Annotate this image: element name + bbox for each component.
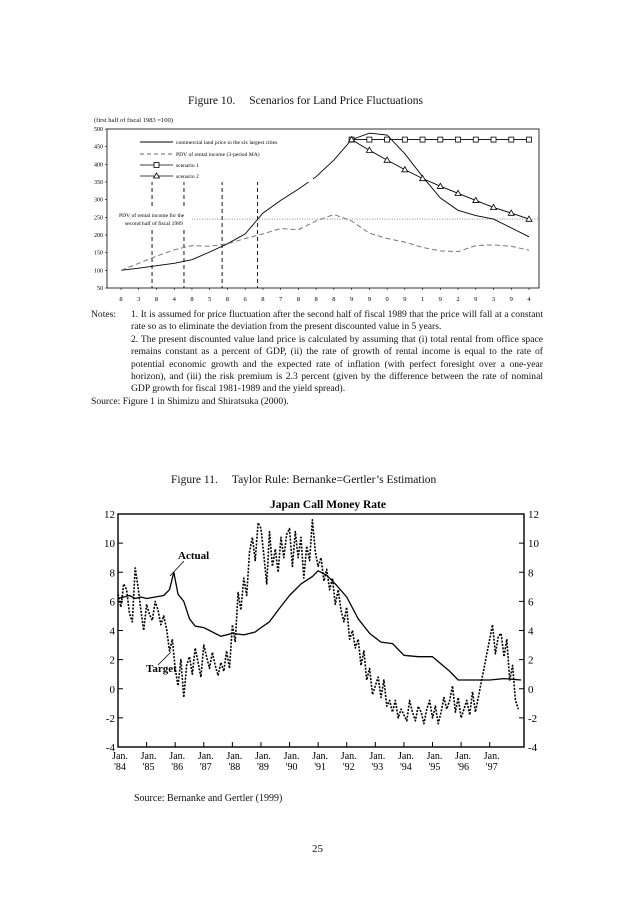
pdv-annotation-line1: PDV of rental income for the [119,213,185,219]
y-tick-label: 300 [94,197,103,204]
x-tick-label: 8 [119,296,123,303]
x-tick-label: 8 [261,296,265,303]
x-tick-label-year: '97 [485,762,498,773]
x-tick-label-month: Jan. [397,751,414,762]
scenario2-point [402,167,408,172]
y-tick-label: 500 [94,127,103,133]
y-tick-label: 450 [94,144,103,151]
scenario1-point [509,137,514,142]
x-tick-label: 9 [367,296,371,303]
x-tick-label-month: Jan. [255,751,271,762]
x-tick-label: 8 [314,296,318,303]
x-tick-label-month: Jan. [340,751,357,762]
x-tick-label: 9 [438,296,442,303]
x-tick-label: 9 [349,296,354,303]
scenario1-point [456,137,461,142]
legend-label-land-price: commercial land price in the six largest cities [176,140,278,146]
figure10-number: Figure 10. [188,95,236,107]
x-tick-label: 8 [225,296,230,303]
scenario1-point [367,137,372,142]
x-tick-label: 7 [279,296,283,303]
x-tick-label: 6 [243,296,247,303]
x-tick-label: 8 [154,296,159,303]
y-tick-label-right: -2 [528,712,538,725]
y-tick-label-left: 10 [104,538,115,551]
y-tick-label-right: -4 [528,742,538,754]
y-tick-label: 200 [94,233,103,239]
actual-label-pointer [170,561,184,576]
x-tick-label-month: Jan. [483,751,500,762]
scenario2-point [420,175,426,180]
x-tick-label: 4 [172,296,176,303]
y-tick-label-left: 2 [109,654,115,667]
x-tick-label-month: Jan. [426,751,443,762]
x-tick-label-month: Jan. [455,751,472,762]
figure10-notes [91,309,543,408]
x-tick-label-month: Jan. [369,751,386,762]
x-tick-label-year: '96 [457,762,470,773]
x-tick-label-year: '88 [228,762,241,773]
y-tick-label: 400 [94,162,103,169]
scenario1-point [438,137,443,142]
series-actual-line [118,571,521,680]
square-marker-icon [154,163,159,168]
y-tick-label-left: 6 [109,596,115,609]
x-tick-label-month: Jan. [283,751,300,762]
x-tick-label-month: Jan. [169,751,186,762]
y-tick-label: 150 [94,250,103,257]
y-tick-label: 50 [97,286,103,292]
series-line-4 [352,140,529,220]
legend-label-scenario1: scenario 1 [176,163,199,169]
figure11-source: Source: Bernanke and Gertler (1999) [134,793,283,804]
note-2: 2. The present discounted value land price is calculated by assuming that (i) total rental from office space remains constant as a percent of GDP, (ii) the rate of growth of rental income is equal to the rate of potential economic growth and the expected rate of inflation (with perfect foresight over a one-year horizon), and (iii) the risk premium is 2.3 percent (given by the difference between the rate of nominal GDP growth for fiscal 1981-1989 and the yield spread). [131,333,543,395]
legend-label-pdv: PDV of rental income (3-period MA) [176,152,260,158]
figure10-title [188,95,423,107]
x-tick-label-year: '86 [171,762,184,773]
legend-label-scenario2: scenario 2 [176,174,199,180]
y-tick-label-left: 0 [109,683,115,696]
scenario1-point [420,137,425,142]
figure10-chart [88,123,544,306]
y-tick-label-left: 12 [104,509,115,521]
figure11-title-text: Taylor Rule: Bernanke=Gertler’s Estimation [231,474,437,486]
x-tick-label-year: '95 [428,762,441,773]
x-tick-label: 0 [385,296,389,303]
y-tick-label: 350 [94,180,103,186]
x-tick-label-year: '91 [314,762,327,773]
actual-series-label: Actual [178,550,210,562]
y-tick-label: 100 [94,268,103,275]
y-tick-label-right: 10 [528,538,539,551]
y-tick-label-right: 4 [528,625,534,638]
figure11-plot-frame [118,514,524,747]
figure11-chart-title: Japan Call Money Rate [270,499,386,511]
figure11-title [171,474,436,486]
figure10-title-text: Scenarios for Land Price Fluctuations [249,95,424,107]
y-tick-label-right: 0 [528,683,534,696]
y-tick-label: 250 [94,215,103,222]
notes-label: Notes: [91,309,117,320]
y-tick-label-right: 2 [528,654,534,667]
x-tick-label: 2 [456,296,460,303]
scenario2-point [384,157,390,162]
y-tick-label-right: 6 [528,596,534,609]
y-tick-label-left: 4 [109,625,115,638]
x-tick-label-year: '89 [257,762,269,773]
y-tick-label-right: 12 [528,509,539,521]
x-tick-label-year: '87 [199,762,212,773]
scenario2-point [366,147,372,152]
x-tick-label: 8 [190,296,194,303]
figure11-chart [98,494,558,786]
scenario2-point [437,183,443,188]
pdv-annotation-line2: second half of fiscal 1989 [125,221,183,227]
x-tick-label: 8 [332,296,336,303]
y-tick-label-left: -2 [105,712,115,725]
x-tick-label: 9 [474,296,478,303]
scenario1-point [402,137,407,142]
figure10-unit-note: (first half of fiscal 1983 =100) [94,117,173,124]
x-tick-label-month: Jan. [112,751,128,762]
x-tick-label: 3 [137,296,141,303]
x-tick-label-month: Jan. [312,751,329,762]
target-series-label: Target [146,663,177,675]
y-tick-label-right: 8 [528,567,534,580]
x-tick-label-year: '85 [142,762,155,773]
note-1: 1. It is assumed for price fluctuation after the second half of fiscal 1989 that the price will fall at a constant rate so as to eliminate the deviation from the present discounted value in 5 years. [131,309,543,333]
x-tick-label-month: Jan. [140,751,157,762]
scenario1-point [385,137,390,142]
scenario1-point [491,137,496,142]
x-tick-label-month: Jan. [226,751,243,762]
figure10-legend [135,135,313,182]
figure10-source: Source: Figure 1 in Shimizu and Shiratsuka (2000). [91,395,289,407]
x-tick-label: 9 [403,296,407,303]
y-tick-label-left: 8 [109,567,115,580]
x-tick-label: 8 [296,296,301,303]
x-tick-label: 4 [527,296,531,303]
page-number: 25 [312,843,323,855]
scenario1-point [473,137,478,142]
x-tick-label-year: '93 [371,762,384,773]
x-tick-label-year: '92 [342,762,355,773]
y-tick-label-left: -4 [105,742,115,754]
figure11-number: Figure 11. [171,474,218,486]
x-tick-label: 5 [208,296,212,303]
x-tick-label: 9 [509,296,513,303]
scenario1-point [527,137,532,142]
x-tick-label: 1 [420,296,425,303]
x-tick-label: 3 [491,296,496,303]
x-tick-label-month: Jan. [197,751,214,762]
x-tick-label-year: '90 [285,762,298,773]
x-tick-label-year: '94 [400,762,412,773]
x-tick-label-year: '84 [114,762,126,773]
